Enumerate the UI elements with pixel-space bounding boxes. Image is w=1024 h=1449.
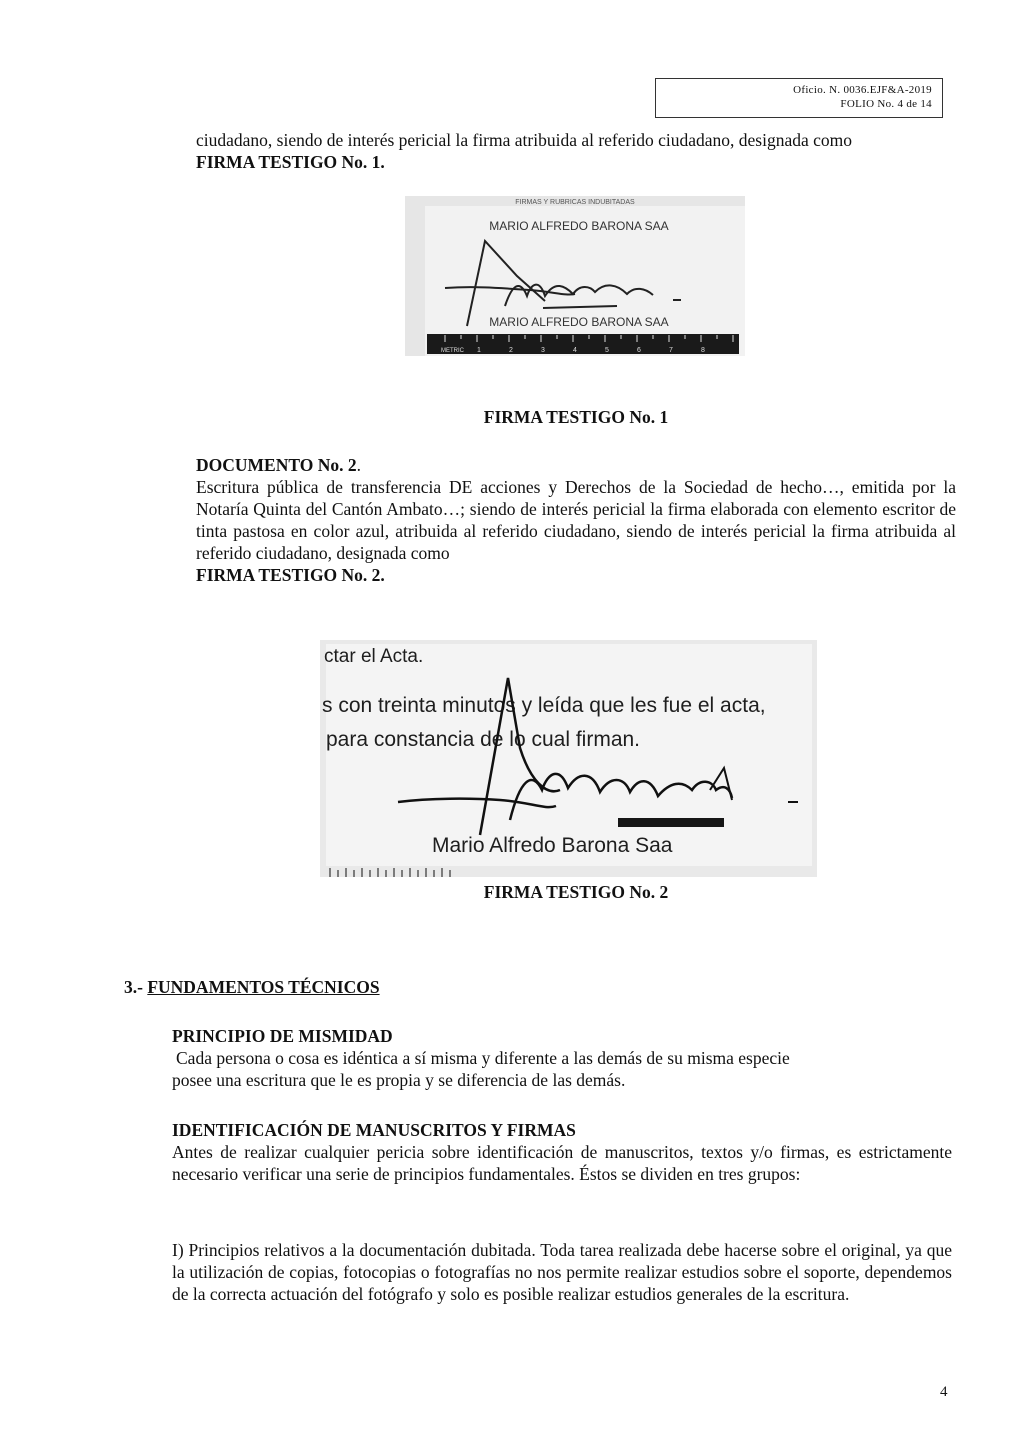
ruler-number: 7 — [669, 347, 673, 354]
mismidad-line-2: posee una escritura que le es propia y se diferencia de las demás. — [172, 1070, 626, 1090]
ruler-metric-label: METRIC — [441, 348, 464, 354]
mismidad-section — [172, 1025, 952, 1091]
signature-image-2-svg — [320, 640, 817, 877]
firmas-indubitadas-label: FIRMAS Y RUBRICAS INDUBITADAS — [515, 199, 635, 206]
name-label-top: MARIO ALFREDO BARONA SAA — [489, 219, 669, 233]
ruler-number: 8 — [701, 347, 705, 354]
firma1-heading: FIRMA TESTIGO No. 1. — [196, 152, 385, 172]
document-text-line-2: s con treinta minutos y leída que les fue el acta, — [322, 694, 766, 717]
documento-2-title-suffix: . — [356, 455, 361, 475]
ruler-number: 5 — [605, 347, 609, 354]
page-number: 4 — [940, 1384, 948, 1400]
ruler-number: 1 — [477, 347, 481, 354]
section-3-title: FUNDAMENTOS TÉCNICOS — [147, 977, 380, 997]
name-label-bottom: MARIO ALFREDO BARONA SAA — [489, 315, 669, 329]
intro-text: ciudadano, siendo de interés pericial la firma atribuida al referido ciudadano, designada como — [196, 130, 852, 150]
documento-2-title: DOCUMENTO No. 2 — [196, 455, 357, 475]
identificacion-body: Antes de realizar cualquier pericia sobre identificación de manuscritos, textos y/o firmas, es estrictamente necesario verificar una serie de principios fundamentales. Éstos se dividen en tres grupos: — [172, 1142, 952, 1184]
mismidad-line-1: Cada persona o cosa es idéntica a sí misma y diferente a las demás de su misma especie — [176, 1048, 790, 1068]
document-text-line-3: para constancia de lo cual firman. — [326, 728, 641, 751]
ruler-number: 4 — [573, 347, 577, 354]
identificacion-section — [172, 1119, 952, 1185]
section-3-heading — [124, 976, 724, 998]
mismidad-title: PRINCIPIO DE MISMIDAD — [172, 1026, 393, 1046]
folio-number: FOLIO No. 4 de 14 — [840, 98, 932, 110]
printed-name-label: Mario Alfredo Barona Saa — [432, 834, 673, 857]
ruler-number: 2 — [509, 347, 513, 354]
intro-paragraph — [196, 129, 956, 173]
documento-2-title-line — [196, 454, 956, 476]
section-3-number: 3.- — [124, 977, 143, 997]
signature-image-1-svg — [405, 196, 745, 356]
signature-image-1 — [405, 196, 745, 356]
signature-image-2 — [320, 640, 817, 877]
documento-2-section — [196, 454, 956, 586]
caption-firma-1: FIRMA TESTIGO No. 1 — [483, 407, 669, 427]
document-text-line-1: ctar el Acta. — [324, 646, 424, 667]
documento-2-body: Escritura pública de transferencia DE acciones y Derechos de la Sociedad de hecho…, emitida por la Notaría Quinta del Cantón Ambato…; siendo de interés pericial la firma elaborada con elemento escritor de tinta pastosa en color azul, atribuida al referido ciudadano, siendo de interés pericial la firma atribuida al referido ciudadano, designada como — [196, 477, 956, 563]
caption-firma-2: FIRMA TESTIGO No. 2 — [483, 882, 669, 902]
firma2-heading: FIRMA TESTIGO No. 2. — [196, 565, 385, 585]
principle-1-paragraph: I) Principios relativos a la documentación dubitada. Toda tarea realizada debe hacerse sobre el original, ya que la utilización de copias, fotocopias o fotografías no nos permite realizar estudios sobre el soporte, dependemos de la correcta actuación del fotógrafo y solo es posible realizar estudios generales de la escritura. — [172, 1240, 952, 1304]
ruler-number: 6 — [637, 347, 641, 354]
identificacion-title: IDENTIFICACIÓN DE MANUSCRITOS Y FIRMAS — [172, 1120, 576, 1140]
document-reference-box — [655, 78, 943, 118]
oficio-number: Oficio. N. 0036.EJF&A-2019 — [793, 84, 932, 96]
ruler-number: 3 — [541, 347, 545, 354]
